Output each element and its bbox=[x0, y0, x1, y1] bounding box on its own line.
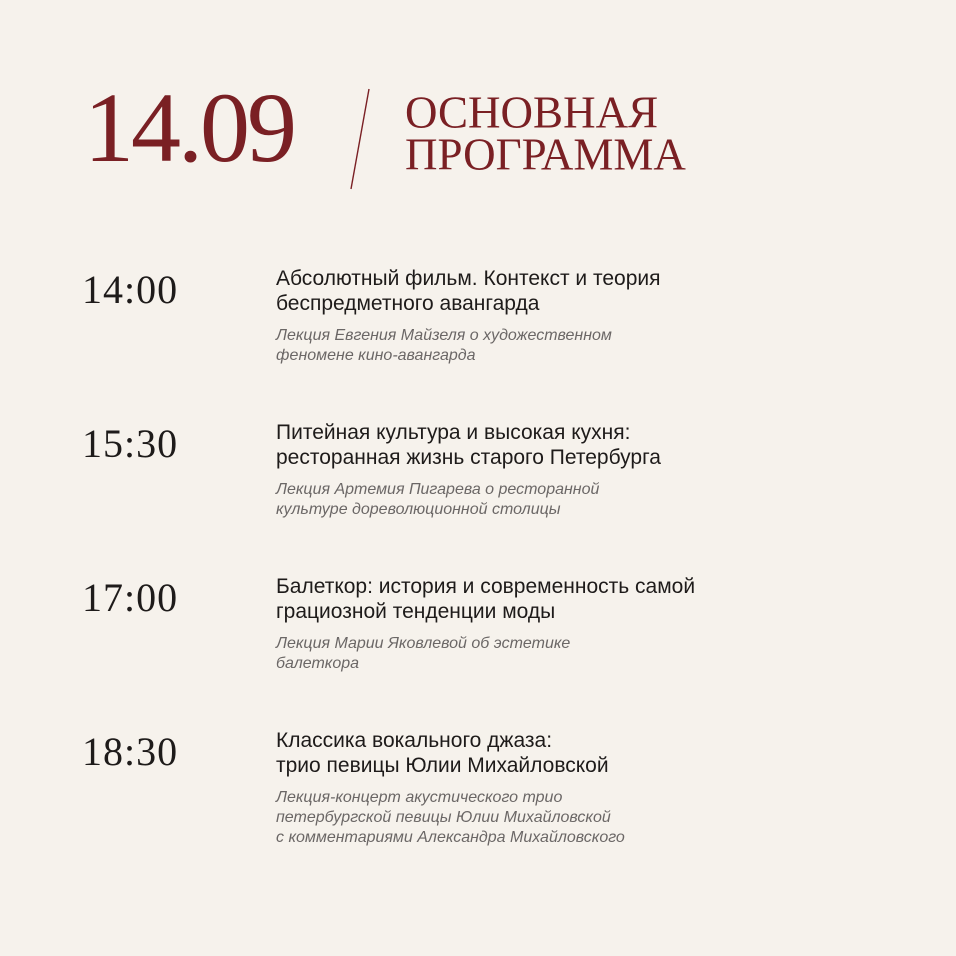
event-description-line: с комментариями Александра Михайловского bbox=[276, 829, 625, 846]
event-title bbox=[276, 574, 876, 624]
event-title-line: Балеткор: история и современность самой bbox=[276, 575, 696, 598]
event-title-line: грациозной тенденции моды bbox=[276, 600, 556, 623]
event-description-line: петербургской певицы Юлии Михайловской bbox=[276, 809, 611, 826]
event-title-line: трио певицы Юлии Михайловской bbox=[276, 754, 609, 777]
event-description-line: Лекция Артемия Пигарева о ресторанной bbox=[276, 481, 600, 498]
event-time: 18:30 bbox=[82, 729, 179, 774]
event-title-line: беспредметного авангарда bbox=[276, 292, 540, 315]
program-title-line-2: ПРОГРАММА bbox=[405, 128, 686, 180]
event-description-line: Лекция-концерт акустического трио bbox=[276, 789, 563, 806]
event-description bbox=[276, 788, 876, 848]
event-description-line: балеткора bbox=[276, 655, 360, 672]
event-description-line: феномене кино-авангарда bbox=[276, 347, 476, 364]
event-description-line: культуре дореволюционной столицы bbox=[276, 501, 561, 518]
event-description bbox=[276, 634, 876, 674]
program-title-line-1: ОСНОВНАЯ bbox=[405, 86, 659, 138]
event-time: 17:00 bbox=[82, 575, 179, 620]
divider-slash bbox=[350, 88, 370, 190]
event-description bbox=[276, 326, 876, 366]
event-time: 15:30 bbox=[82, 421, 179, 466]
event-title-line: Питейная культура и высокая кухня: bbox=[276, 421, 631, 444]
event-description-line: Лекция Евгения Майзеля о художественном bbox=[276, 327, 612, 344]
event-title bbox=[276, 266, 876, 316]
event-time: 14:00 bbox=[82, 267, 179, 312]
program-date: 14.09 bbox=[84, 72, 294, 183]
event-description bbox=[276, 480, 876, 520]
event-title-line: Классика вокального джаза: bbox=[276, 729, 553, 752]
program-title bbox=[405, 86, 686, 180]
event-title bbox=[276, 420, 876, 470]
event-title bbox=[276, 728, 876, 778]
event-description-line: Лекция Марии Яковлевой об эстетике bbox=[276, 635, 571, 652]
event-title-line: Абсолютный фильм. Контекст и теория bbox=[276, 267, 661, 290]
event-title-line: ресторанная жизнь старого Петербурга bbox=[276, 446, 661, 469]
